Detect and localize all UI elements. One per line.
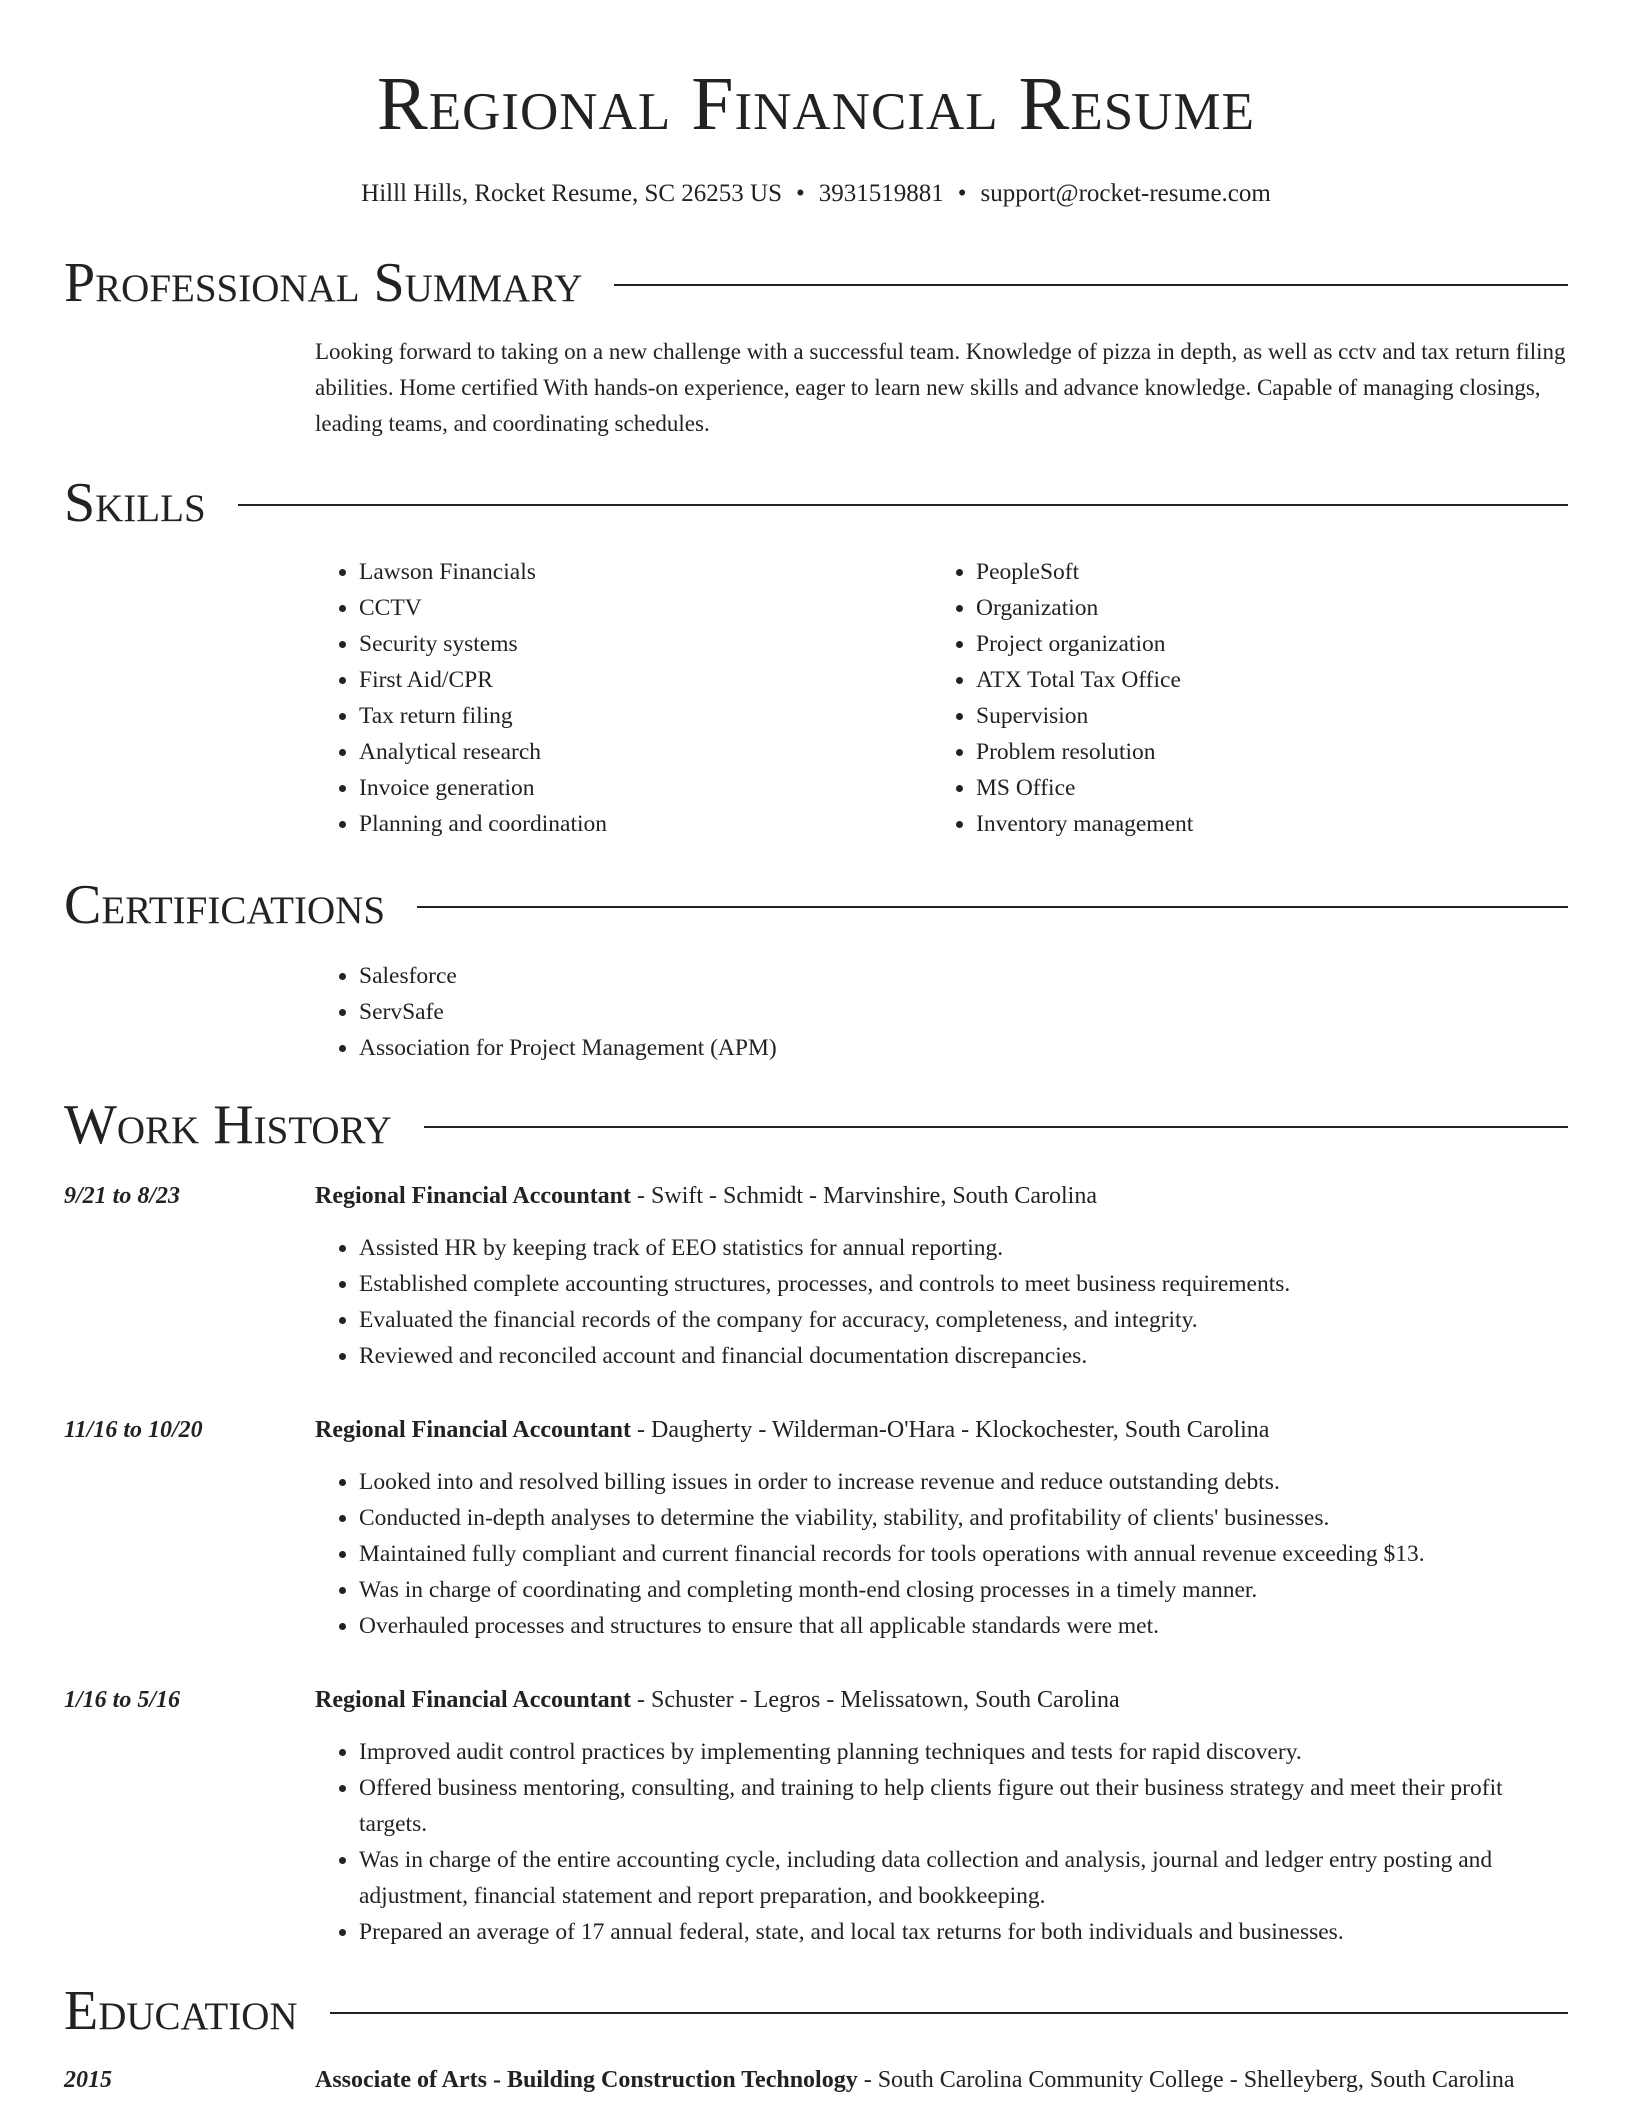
job-dates: 1/16 to 5/16 [64, 1687, 181, 1713]
certification-item: • Salesforce [359, 958, 1568, 994]
skill-item: • First Aid/CPR [359, 662, 932, 698]
education-entry [64, 2062, 1568, 2098]
education-heading: Education [64, 1980, 298, 2042]
section-divider [614, 284, 1568, 286]
skills-column-left [315, 554, 932, 842]
section-divider [417, 906, 1568, 908]
job-duty-item: • Maintained fully compliant and current financial records for tools operations with annual revenue exceeding $13. [359, 1536, 1568, 1572]
job-duty-item: • Overhauled processes and structures to ensure that all applicable standards were met. [359, 1608, 1568, 1644]
skill-item: • Lawson Financials [359, 554, 932, 590]
job-company: - Swift - Schmidt - Marvinshire, South Carolina [631, 1183, 1097, 1209]
section-divider [330, 2012, 1568, 2014]
education-degree: Associate of Arts - Building Construction Technology [315, 2067, 858, 2093]
job-entry [64, 1178, 1568, 1374]
skill-item: • MS Office [976, 770, 1549, 806]
job-duty-item: • Was in charge of coordinating and completing month-end closing processes in a timely manner. [359, 1572, 1568, 1608]
job-duty-item: • Evaluated the financial records of the company for accuracy, completeness, and integrity. [359, 1302, 1568, 1338]
job-duty-item: • Assisted HR by keeping track of EEO statistics for annual reporting. [359, 1230, 1568, 1266]
contact-phone: 3931519881 [818, 180, 944, 207]
certification-item: • Association for Project Management (APM) [359, 1030, 1568, 1066]
skills-section-header [64, 468, 1568, 538]
skill-item: • Tax return filing [359, 698, 932, 734]
job-title: Regional Financial Accountant [315, 1687, 632, 1713]
job-duties [315, 1464, 1568, 1644]
certifications-list [64, 958, 1568, 1066]
contact-email: support@rocket-resume.com [980, 180, 1271, 207]
job-company: - Schuster - Legros - Melissatown, South Carolina [631, 1687, 1120, 1713]
skill-item: • Planning and coordination [359, 806, 932, 842]
section-divider [238, 504, 1568, 506]
certifications-heading: Certifications [64, 874, 386, 936]
education-year: 2015 [64, 2067, 112, 2093]
job-duty-item: • Reviewed and reconciled account and financial documentation discrepancies. [359, 1338, 1568, 1374]
skill-item: • Project organization [976, 626, 1549, 662]
education-section-header [64, 1976, 1568, 2046]
skills-list [64, 554, 1568, 842]
skill-item: • Inventory management [976, 806, 1549, 842]
skills-column-right [932, 554, 1549, 842]
summary-section-header [64, 248, 1568, 318]
resume-title: Regional Financial Resume [377, 62, 1255, 146]
job-duty-item: • Offered business mentoring, consulting, and training to help clients figure out their business strategy and meet their profit targets. [359, 1770, 1568, 1842]
job-entry [64, 1682, 1568, 1950]
work-history-section-header [64, 1090, 1568, 1160]
certifications-section-header [64, 870, 1568, 940]
skill-item: • Problem resolution [976, 734, 1549, 770]
job-title-line [315, 1682, 1568, 1718]
job-title: Regional Financial Accountant [315, 1183, 632, 1209]
job-duty-item: • Prepared an average of 17 annual federal, state, and local tax returns for both individuals and businesses. [359, 1914, 1568, 1950]
contact-address: Hilll Hills, Rocket Resume, SC 26253 US [361, 180, 783, 207]
skill-item: • Security systems [359, 626, 932, 662]
job-duties [315, 1734, 1568, 1950]
job-duty-item: • Established complete accounting structures, processes, and controls to meet business requirements. [359, 1266, 1568, 1302]
job-title-line [315, 1178, 1568, 1214]
skills-heading: Skills [64, 472, 206, 534]
job-title-line [315, 1412, 1568, 1448]
summary-heading: Professional Summary [64, 252, 583, 314]
job-duty-item: • Conducted in-depth analyses to determine the viability, stability, and profitability of clients' businesses. [359, 1500, 1568, 1536]
skill-item: • Supervision [976, 698, 1549, 734]
certification-item: • ServSafe [359, 994, 1568, 1030]
skill-item: • Invoice generation [359, 770, 932, 806]
summary-text: Looking forward to taking on a new challenge with a successful team. Knowledge of pizza in depth, as well as cctv and tax return filing abilities. Home certified With hands-on experience, eager to learn new skills and advance knowledge. Capable of managing closings, leading teams, and coordinating schedules. [315, 339, 1566, 436]
skill-item: • CCTV [359, 590, 932, 626]
contact-separator: • [957, 180, 967, 207]
section-divider [424, 1126, 1568, 1128]
job-entry [64, 1412, 1568, 1644]
skill-item: • ATX Total Tax Office [976, 662, 1549, 698]
job-duty-item: • Was in charge of the entire accounting cycle, including data collection and analysis, journal and ledger entry posting and adjustment, financial statement and report preparation, and bookkeeping. [359, 1842, 1568, 1914]
contact-separator: • [796, 180, 805, 207]
skill-item: • PeopleSoft [976, 554, 1549, 590]
job-title: Regional Financial Accountant [315, 1417, 632, 1443]
job-duty-item: • Improved audit control practices by implementing planning techniques and tests for rapid discovery. [359, 1734, 1568, 1770]
contact-line [64, 178, 1568, 210]
job-duties [315, 1230, 1568, 1374]
job-dates: 9/21 to 8/23 [64, 1183, 181, 1209]
skill-item: • Organization [976, 590, 1549, 626]
job-duty-item: • Looked into and resolved billing issues in order to increase revenue and reduce outstanding debts. [359, 1464, 1568, 1500]
job-company: - Daugherty - Wilderman-O'Hara - Klockochester, South Carolina [631, 1417, 1270, 1443]
education-details [315, 2062, 1568, 2098]
education-school: - South Carolina Community College - Shelleyberg, South Carolina [857, 2067, 1515, 2093]
skill-item: • Analytical research [359, 734, 932, 770]
work-history-heading: Work History [64, 1094, 392, 1156]
job-dates: 11/16 to 10/20 [64, 1417, 203, 1443]
